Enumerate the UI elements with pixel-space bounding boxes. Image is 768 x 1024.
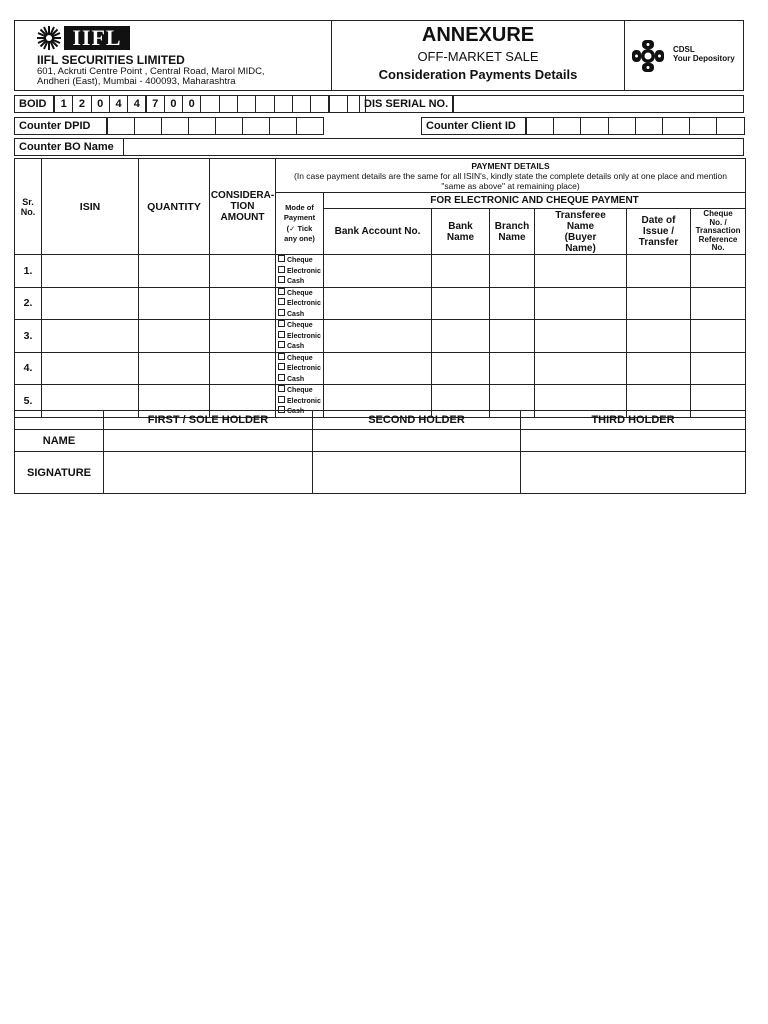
payment-option-cash[interactable] — [276, 309, 323, 320]
table-row — [15, 320, 746, 353]
payment-option-label: Cheque — [287, 322, 313, 329]
consideration-amount-cell[interactable] — [210, 352, 276, 385]
transferee-name-cell[interactable] — [535, 320, 627, 353]
boid-digit-cell[interactable] — [310, 95, 329, 113]
payment-option-cash[interactable] — [276, 276, 323, 287]
checkbox-icon[interactable] — [278, 276, 285, 283]
table-row — [15, 255, 746, 288]
checkbox-icon[interactable] — [278, 385, 285, 392]
counter-client-id-label: Counter Client ID — [426, 120, 516, 132]
counter-bo-name-input[interactable] — [123, 138, 744, 156]
payment-option-label: Electronic — [287, 365, 321, 372]
counter-dpid-digit-cell[interactable] — [269, 117, 297, 135]
quantity-header — [139, 159, 210, 255]
iifl-logo-wordmark — [64, 26, 130, 50]
payment-option-electronic[interactable] — [276, 363, 323, 374]
cheque-no-cell[interactable] — [691, 320, 746, 353]
payment-option-electronic[interactable] — [276, 298, 323, 309]
dis-serial-input[interactable] — [453, 95, 744, 113]
checkbox-icon[interactable] — [278, 298, 285, 305]
bank-account-header-text: Bank Account No. — [334, 226, 421, 237]
bank-account-cell[interactable] — [324, 352, 432, 385]
counter-dpid-digit-cell[interactable] — [161, 117, 189, 135]
sr-no-cell — [15, 255, 42, 288]
iifl-logo — [36, 25, 132, 51]
consideration-amount-cell[interactable] — [210, 320, 276, 353]
quantity-cell[interactable] — [139, 352, 210, 385]
bank-account-header — [324, 209, 432, 255]
name-row-label — [15, 430, 104, 452]
payment-option-label: Electronic — [287, 397, 321, 405]
signature-label-text: SIGNATURE — [27, 466, 91, 479]
boid-digit-cell[interactable]: 0 — [91, 95, 110, 113]
address-line-1: 601, Ackruti Centre Point , Central Road, Marol MIDC, — [37, 66, 265, 77]
boid-digit-cell[interactable] — [219, 95, 238, 113]
isin-cell[interactable] — [42, 352, 139, 385]
sr-no-text: 1. — [23, 264, 33, 277]
isin-header-text: ISIN — [79, 200, 101, 213]
boid-digit-cell[interactable]: 7 — [146, 95, 165, 113]
checkbox-icon[interactable] — [278, 288, 285, 295]
address-line-2: Andheri (East), Mumbai - 400093, Maharashtra — [37, 76, 236, 87]
branch-name-header — [490, 209, 535, 255]
company-name: IIFL SECURITIES LIMITED — [37, 53, 185, 67]
sr-no-cell — [15, 352, 42, 385]
payment-option-label: Electronic — [287, 300, 321, 307]
payment-option-cheque[interactable] — [276, 385, 323, 396]
payment-option-electronic[interactable] — [276, 266, 323, 277]
sr-no-text: 5. — [23, 394, 33, 407]
dis-serial-label-cell — [359, 95, 453, 113]
date-of-issue-cell[interactable] — [627, 352, 691, 385]
date-of-issue-header — [627, 209, 691, 255]
third-holder-signature-box[interactable] — [521, 452, 746, 494]
checkbox-icon[interactable] — [278, 341, 285, 348]
date-of-issue-cell[interactable] — [627, 320, 691, 353]
payment-option-electronic[interactable] — [276, 331, 323, 342]
counter-dpid-digit-cell[interactable] — [215, 117, 243, 135]
sr-no-text: 2. — [23, 297, 33, 310]
mode-of-payment-cell — [276, 352, 324, 385]
boid-digit-cell[interactable] — [274, 95, 293, 113]
payment-option-label: Cash — [287, 310, 305, 318]
table-row — [15, 352, 746, 385]
checkbox-icon[interactable] — [278, 374, 285, 381]
bank-account-cell[interactable] — [324, 255, 432, 288]
counter-client-id-digit-cell[interactable] — [580, 117, 608, 135]
mode-of-payment-cell — [276, 320, 324, 353]
counter-client-id-digit-cell[interactable] — [662, 117, 690, 135]
boid-digit-cell[interactable]: 0 — [182, 95, 201, 113]
boid-digit-cell[interactable] — [237, 95, 256, 113]
iifl-logo-text: IIFL — [72, 25, 122, 50]
bank-name-header-text: Bank Name — [446, 220, 475, 243]
bank-account-cell[interactable] — [324, 287, 432, 320]
boid-digit-cell[interactable] — [329, 95, 348, 113]
branch-name-cell[interactable] — [490, 320, 535, 353]
payment-option-label: Cash — [287, 375, 305, 383]
page-subtitle-2: Consideration Payments Details — [378, 67, 578, 82]
payment-option-label: Electronic — [287, 267, 321, 275]
checkbox-icon[interactable] — [278, 255, 285, 262]
sr-no-text: 3. — [23, 329, 33, 342]
quantity-cell[interactable] — [139, 287, 210, 320]
boid-label: BOID — [19, 98, 47, 110]
counter-bo-name-label-cell — [14, 138, 124, 156]
third-holder-header-text: THIRD HOLDER — [591, 414, 675, 426]
consideration-amount-header — [210, 159, 276, 255]
boid-digit-cell[interactable]: 4 — [127, 95, 146, 113]
boid-label-cell — [14, 95, 54, 113]
isin-cell[interactable] — [42, 320, 139, 353]
transferee-name-cell[interactable] — [535, 352, 627, 385]
second-holder-header-text: SECOND HOLDER — [368, 414, 465, 426]
bank-name-cell[interactable] — [432, 287, 490, 320]
payment-option-cash[interactable] — [276, 374, 323, 385]
first-holder-name-input[interactable] — [104, 430, 313, 452]
electronic-cheque-header-text: FOR ELECTRONIC AND CHEQUE PAYMENT — [430, 195, 639, 206]
date-of-issue-cell[interactable] — [627, 287, 691, 320]
boid-digit-cell[interactable] — [292, 95, 311, 113]
counter-client-id-digit-cell[interactable] — [608, 117, 636, 135]
counter-dpid-label: Counter DPID — [19, 120, 91, 132]
quantity-cell[interactable] — [139, 255, 210, 288]
consideration-amount-header-text: CONSIDERA- TION AMOUNT — [210, 190, 275, 223]
dis-serial-label: DIS SERIAL NO. — [364, 98, 449, 110]
counter-dpid-label-cell — [14, 117, 107, 135]
counter-client-id-digit-cell[interactable] — [689, 117, 717, 135]
payment-option-label: Cheque — [287, 354, 313, 362]
cdsl-tagline: Your Depository — [673, 54, 735, 63]
isin-cell[interactable] — [42, 287, 139, 320]
consideration-amount-cell[interactable] — [210, 255, 276, 288]
payment-option-label: Cheque — [287, 387, 313, 394]
payment-option-cash[interactable] — [276, 341, 323, 352]
mode-of-payment-cell — [276, 255, 324, 288]
boid-digit-cell[interactable]: 0 — [164, 95, 183, 113]
consideration-amount-cell[interactable] — [210, 287, 276, 320]
counter-client-id-label-cell — [421, 117, 526, 135]
counter-client-id-digit-cell[interactable] — [553, 117, 581, 135]
counter-client-id-digit-cell[interactable] — [716, 117, 744, 135]
third-holder-header — [521, 411, 746, 430]
first-holder-header-text: FIRST / SOLE HOLDER — [147, 414, 269, 426]
payment-details-header — [276, 159, 746, 193]
payment-option-cheque[interactable] — [276, 320, 323, 331]
bank-name-cell[interactable] — [432, 255, 490, 288]
first-holder-signature-box[interactable] — [104, 452, 313, 494]
sr-no-header-text: Sr. No. — [20, 196, 36, 217]
payment-details-table — [14, 158, 746, 418]
third-holder-name-input[interactable] — [521, 430, 746, 452]
cdsl-label: CDSL — [673, 45, 695, 54]
counter-dpid-digit-cell[interactable] — [134, 117, 162, 135]
signature-row-label — [15, 452, 104, 494]
sr-no-header — [15, 159, 42, 255]
transferee-name-cell[interactable] — [535, 287, 627, 320]
branch-name-cell[interactable] — [490, 287, 535, 320]
branch-name-cell[interactable] — [490, 352, 535, 385]
cheque-no-header-text: Cheque No. / Transaction Reference No. — [695, 209, 741, 253]
second-holder-name-input[interactable] — [313, 430, 521, 452]
bank-name-cell[interactable] — [432, 320, 490, 353]
payment-option-cheque[interactable] — [276, 288, 323, 299]
isin-header — [42, 159, 139, 255]
table-row — [15, 287, 746, 320]
counter-dpid-digit-cell[interactable] — [242, 117, 270, 135]
checkbox-icon[interactable] — [278, 331, 285, 338]
boid-digit-cell[interactable]: 4 — [109, 95, 128, 113]
first-holder-header — [104, 411, 313, 430]
payment-option-label: Electronic — [287, 332, 321, 340]
checkbox-icon[interactable] — [278, 309, 285, 316]
counter-client-id-digit-cell[interactable] — [526, 117, 554, 135]
payment-rows — [15, 255, 746, 418]
date-of-issue-cell[interactable] — [627, 255, 691, 288]
quantity-header-text: QUANTITY — [147, 200, 201, 213]
checkbox-icon[interactable] — [278, 396, 285, 403]
checkbox-icon[interactable] — [278, 363, 285, 370]
holder-signature-table — [14, 410, 746, 494]
boid-digit-cell[interactable]: 2 — [72, 95, 91, 113]
counter-client-id-digit-cell[interactable] — [635, 117, 663, 135]
holder-blank-header — [15, 411, 104, 430]
iifl-emblem-icon — [36, 25, 62, 51]
cheque-no-cell[interactable] — [691, 287, 746, 320]
boid-digit-cell[interactable] — [255, 95, 274, 113]
cdsl-logo-icon — [630, 38, 666, 74]
payment-option-label: Cash — [287, 408, 305, 415]
sr-no-cell — [15, 320, 42, 353]
boid-digit-cell[interactable]: 1 — [54, 95, 73, 113]
counter-dpid-digit-cell[interactable] — [107, 117, 135, 135]
page-subtitle: OFF-MARKET SALE — [417, 49, 539, 64]
electronic-cheque-header — [324, 193, 746, 209]
transferee-header — [535, 209, 627, 255]
bank-name-header — [432, 209, 490, 255]
payment-option-electronic[interactable] — [276, 396, 323, 407]
cheque-no-header — [691, 209, 746, 255]
checkbox-icon[interactable] — [278, 320, 285, 327]
checkbox-icon[interactable] — [278, 353, 285, 360]
mode-of-payment-text: Mode of Payment (✓ Tick any one) — [283, 202, 316, 243]
payment-option-label: Cash — [287, 343, 305, 350]
counter-dpid-digit-cell[interactable] — [296, 117, 324, 135]
payment-option-label: Cheque — [287, 257, 313, 264]
transferee-header-text: Transferee Name (Buyer Name) — [555, 209, 606, 254]
page-title: ANNEXURE — [421, 24, 535, 46]
name-label-text: NAME — [42, 434, 76, 447]
isin-cell[interactable] — [42, 255, 139, 288]
second-holder-signature-box[interactable] — [313, 452, 521, 494]
date-of-issue-header-text: Date of Issue / Transfer — [638, 215, 679, 248]
sr-no-text: 4. — [23, 362, 33, 375]
payment-option-label: Cash — [287, 278, 305, 285]
sr-no-cell — [15, 287, 42, 320]
payment-option-label: Cheque — [287, 289, 313, 297]
cheque-no-cell[interactable] — [691, 352, 746, 385]
mode-of-payment-header — [276, 193, 324, 255]
cheque-no-cell[interactable] — [691, 255, 746, 288]
header-divider-right — [624, 20, 625, 91]
payment-option-cheque[interactable] — [276, 353, 323, 364]
second-holder-header — [313, 411, 521, 430]
payment-details-note: (In case payment details are the same for all ISIN's, kindly state the complete details only at one place and mention "same as above" at remaining place) — [294, 170, 728, 191]
branch-name-header-text: Branch Name — [494, 220, 530, 243]
payment-option-cheque[interactable] — [276, 255, 323, 266]
counter-dpid-digit-cell[interactable] — [188, 117, 216, 135]
transferee-name-cell[interactable] — [535, 255, 627, 288]
payment-details-title: PAYMENT DETAILS — [471, 160, 550, 171]
branch-name-cell[interactable] — [490, 255, 535, 288]
bank-name-cell[interactable] — [432, 352, 490, 385]
mode-of-payment-cell — [276, 287, 324, 320]
checkbox-icon[interactable] — [278, 266, 285, 273]
boid-digit-cell[interactable] — [200, 95, 219, 113]
counter-bo-name-label: Counter BO Name — [19, 141, 114, 153]
bank-account-cell[interactable] — [324, 320, 432, 353]
quantity-cell[interactable] — [139, 320, 210, 353]
